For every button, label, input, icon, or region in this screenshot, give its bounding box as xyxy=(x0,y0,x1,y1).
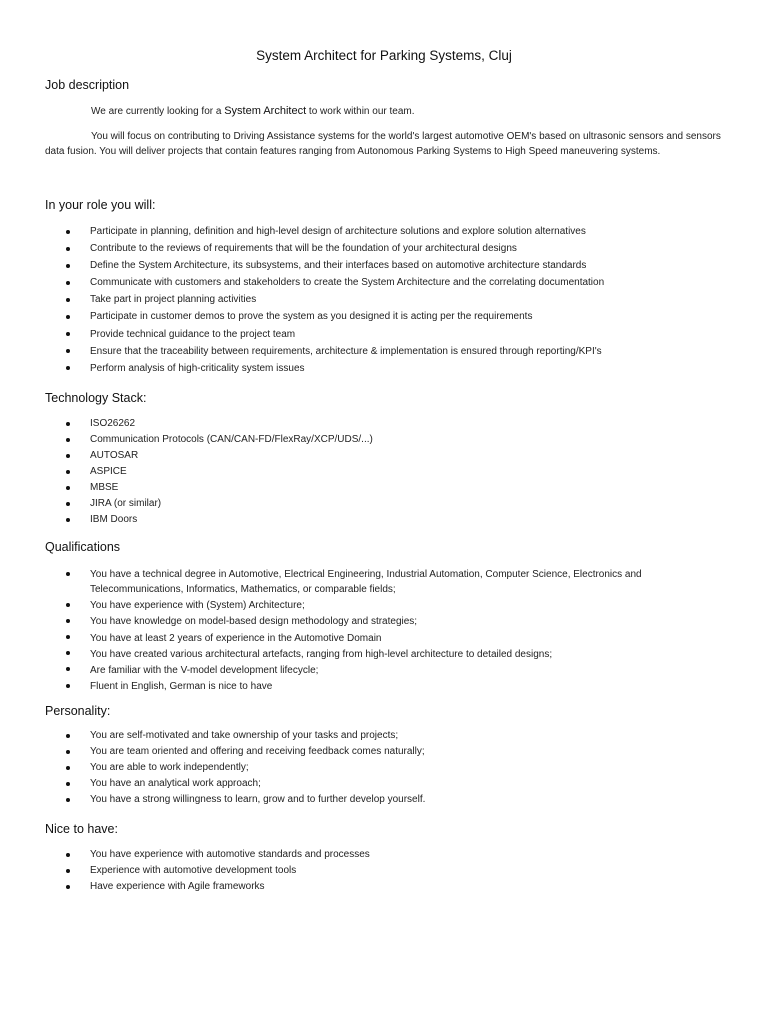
job-focus-text: You will focus on contributing to Driving Assistance systems for the world's largest automotive OEM's based on ultrasonic sensors and sensors data fusion. You will deliver projects that contain features ranging from Autonomous Parking Systems to High Speed maneuvering systems. xyxy=(45,131,721,157)
qualification-list-item-text: Fluent in English, German is nice to have xyxy=(90,681,273,693)
bullet-icon xyxy=(66,603,70,607)
bullet-icon xyxy=(66,422,70,426)
role-list-item xyxy=(0,311,768,328)
qualification-list-item xyxy=(0,567,768,597)
personality-list-item xyxy=(0,762,768,778)
nice-to-have-list-item-text: You have experience with automotive standards and processes xyxy=(90,849,370,860)
personality-list xyxy=(0,730,768,810)
bullet-icon xyxy=(66,230,70,234)
bullet-icon xyxy=(66,438,70,442)
technology-list-item-text: MBSE xyxy=(90,482,119,493)
qualification-list-item-text: You have at least 2 years of experience in the Automotive Domain xyxy=(90,632,382,644)
qualification-list-item-text: You have knowledge on model-based design methodology and strategies; xyxy=(90,616,418,628)
personality-list-item-text: You are team oriented and offering and receiving feedback comes naturally; xyxy=(90,746,425,757)
technology-list-item-text: AUTOSAR xyxy=(90,450,139,461)
bullet-icon xyxy=(66,502,70,506)
role-list-item-text: Ensure that the traceability between requirements, architecture & implementation is ensured through reporting/KPI's xyxy=(90,345,602,357)
role-list-item-text: Perform analysis of high-criticality system issues xyxy=(90,362,305,374)
role-list xyxy=(0,226,768,380)
bullet-icon xyxy=(66,651,70,655)
bullet-icon xyxy=(66,366,70,370)
personality-list-item xyxy=(0,778,768,794)
role-list-item-text: Provide technical guidance to the project team xyxy=(90,328,296,340)
bullet-icon xyxy=(66,247,70,251)
role-list-item xyxy=(0,277,768,294)
role-list-item xyxy=(0,226,768,243)
bullet-icon xyxy=(66,349,70,353)
bullet-icon xyxy=(66,264,70,268)
personality-list-item-text: You have a strong willingness to learn, grow and to further develop yourself. xyxy=(90,794,426,805)
technology-list-item-text: JIRA (or similar) xyxy=(90,498,162,509)
role-list-item-text: Take part in project planning activities xyxy=(90,294,257,306)
bullet-icon xyxy=(66,332,70,336)
technology-list xyxy=(0,418,768,530)
technology-list-item-text: Communication Protocols (CAN/CAN-FD/FlexRay/XCP/UDS/...) xyxy=(90,434,373,445)
nice-to-have-list-item-text: Have experience with Agile frameworks xyxy=(90,881,265,892)
qualification-list-item xyxy=(0,598,768,613)
bullet-icon xyxy=(66,766,70,770)
personality-list-item-text: You have an analytical work approach; xyxy=(90,778,261,789)
technology-list-item-text: IBM Doors xyxy=(90,514,138,525)
bullet-icon xyxy=(66,619,70,623)
qualification-list-item xyxy=(0,614,768,629)
technology-list-item xyxy=(0,466,768,482)
bullet-icon xyxy=(66,454,70,458)
role-heading: In your role you will: xyxy=(45,198,156,212)
bullet-icon xyxy=(66,572,70,576)
bullet-icon xyxy=(66,486,70,490)
role-list-item-text: Communicate with customers and stakeholders to create the System Architecture and the correlating documentation xyxy=(90,277,605,289)
bullet-icon xyxy=(66,869,70,873)
nice-to-have-list-item xyxy=(0,881,768,897)
personality-heading: Personality: xyxy=(45,704,111,718)
role-list-item xyxy=(0,260,768,277)
personality-list-item xyxy=(0,794,768,810)
bullet-icon xyxy=(66,885,70,889)
bullet-icon xyxy=(66,298,70,302)
personality-list-item-text: You are able to work independently; xyxy=(90,762,249,773)
nice-to-have-list xyxy=(0,849,768,897)
job-intro-emphasis: System Architect xyxy=(224,105,307,117)
job-intro-before: We are currently looking for a xyxy=(91,106,225,117)
bullet-icon xyxy=(66,684,70,688)
job-intro-after: to work within our team. xyxy=(306,106,415,117)
role-list-item-text: Contribute to the reviews of requirements that will be the foundation of your architectural designs xyxy=(90,243,517,255)
role-list-item-text: Define the System Architecture, its subsystems, and their interfaces based on automotive architecture standards xyxy=(90,260,587,272)
qualifications-heading: Qualifications xyxy=(45,540,121,554)
technology-list-item xyxy=(0,514,768,530)
qualification-list-item xyxy=(0,631,768,646)
bullet-icon xyxy=(66,734,70,738)
technology-list-item xyxy=(0,498,768,514)
nice-to-have-heading: Nice to have: xyxy=(45,822,118,836)
technology-list-item xyxy=(0,434,768,450)
qualification-list-item-text: You have created various architectural artefacts, ranging from high-level architecture to detailed designs; xyxy=(90,648,553,660)
role-list-item-text: Participate in planning, definition and high-level design of architecture solutions and explore solution alternatives xyxy=(90,226,586,237)
job-description-heading: Job description xyxy=(45,78,130,92)
technology-list-item xyxy=(0,482,768,498)
bullet-icon xyxy=(66,518,70,522)
technology-list-item-text: ISO26262 xyxy=(90,418,136,429)
bullet-icon xyxy=(66,470,70,474)
nice-to-have-list-item xyxy=(0,849,768,865)
personality-list-item-text: You are self-motivated and take ownership of your tasks and projects; xyxy=(90,730,399,741)
qualifications-list xyxy=(0,567,768,695)
bullet-icon xyxy=(66,315,70,319)
role-list-item xyxy=(0,363,768,380)
bullet-icon xyxy=(66,667,70,671)
role-list-item xyxy=(0,346,768,363)
bullet-icon xyxy=(66,853,70,857)
bullet-icon xyxy=(66,281,70,285)
role-list-item-text: Participate in customer demos to prove the system as you designed it is acting per the requirements xyxy=(90,311,533,323)
bullet-icon xyxy=(66,782,70,786)
qualification-list-item xyxy=(0,663,768,678)
role-list-item xyxy=(0,329,768,346)
qualification-list-item-text: You have experience with (System) Architecture; xyxy=(90,600,305,612)
job-focus-paragraph xyxy=(45,129,725,159)
qualification-list-item xyxy=(0,679,768,694)
qualification-list-item-text: You have a technical degree in Automotive, Electrical Engineering, Industrial Automation, Computer Science, Electronics and Telecommunications, Informatics, Mathematics, or comparable fields; xyxy=(90,569,642,595)
personality-list-item xyxy=(0,746,768,762)
bullet-icon xyxy=(66,750,70,754)
technology-list-item-text: ASPICE xyxy=(90,466,127,477)
qualification-list-item xyxy=(0,647,768,662)
job-intro-paragraph xyxy=(45,104,725,119)
bullet-icon xyxy=(66,635,70,639)
role-list-item xyxy=(0,294,768,311)
nice-to-have-list-item xyxy=(0,865,768,881)
nice-to-have-list-item-text: Experience with automotive development tools xyxy=(90,865,297,876)
technology-heading: Technology Stack: xyxy=(45,391,147,405)
bullet-icon xyxy=(66,798,70,802)
role-list-item xyxy=(0,243,768,260)
personality-list-item xyxy=(0,730,768,746)
technology-list-item xyxy=(0,418,768,434)
document-title: System Architect for Parking Systems, Cluj xyxy=(256,48,512,63)
technology-list-item xyxy=(0,450,768,466)
qualification-list-item-text: Are familiar with the V-model development lifecycle; xyxy=(90,664,319,676)
